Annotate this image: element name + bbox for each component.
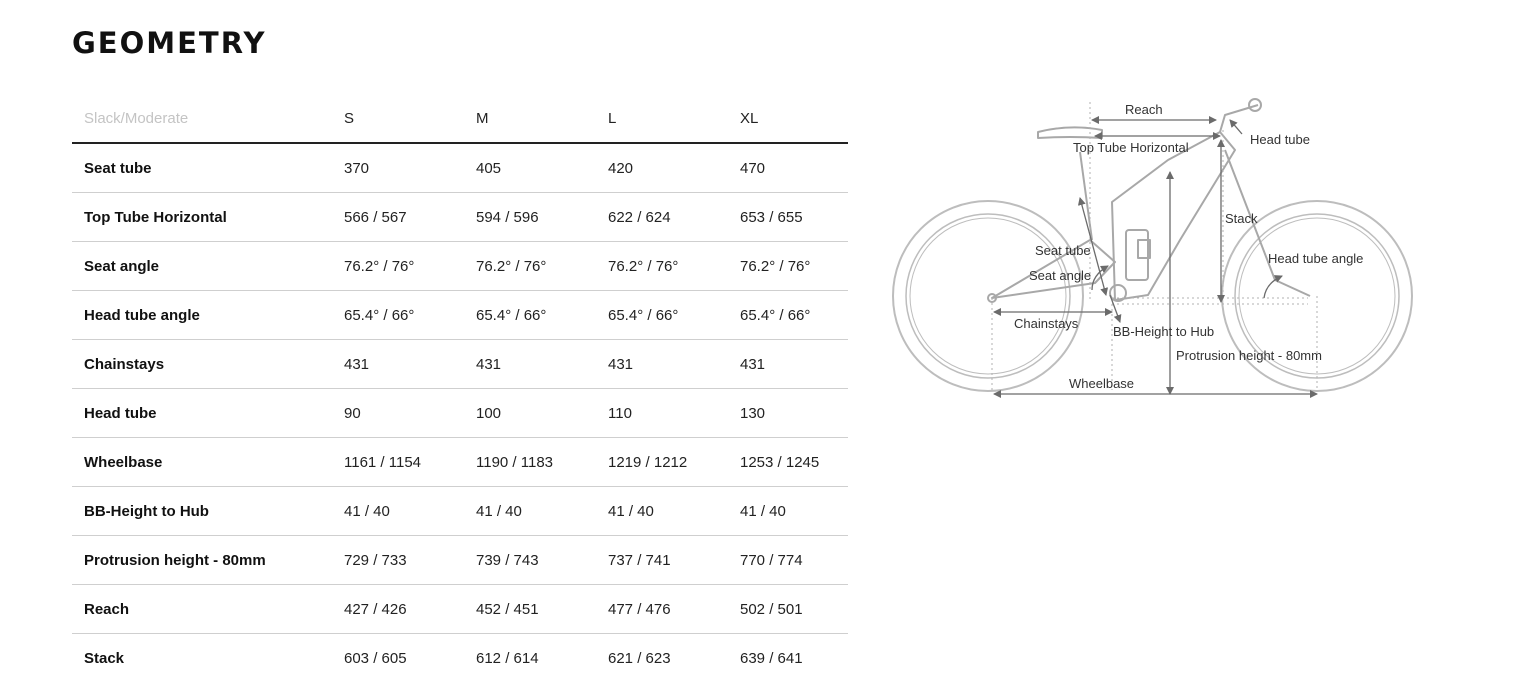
- cell-value: 737 / 741: [608, 536, 740, 585]
- table-row: [72, 438, 848, 487]
- cell-value: 405: [476, 143, 608, 193]
- label-seat-tube: Seat tube: [1035, 243, 1091, 258]
- label-reach: Reach: [1125, 102, 1163, 117]
- row-label: Head tube angle: [72, 291, 344, 340]
- row-label: BB-Height to Hub: [72, 487, 344, 536]
- label-protrusion: Protrusion height - 80mm: [1176, 348, 1322, 363]
- row-label: Top Tube Horizontal: [72, 193, 344, 242]
- row-label: Protrusion height - 80mm: [72, 536, 344, 585]
- cell-value: 41 / 40: [344, 487, 476, 536]
- table-row: [72, 340, 848, 389]
- table-row: [72, 389, 848, 438]
- cell-value: 65.4° / 66°: [344, 291, 476, 340]
- table-row: [72, 634, 848, 683]
- table-row: [72, 242, 848, 291]
- header-size-s: S: [344, 94, 476, 143]
- header-setting: Slack/Moderate: [72, 94, 344, 143]
- cell-value: 76.2° / 76°: [344, 242, 476, 291]
- cell-value: 1253 / 1245: [740, 438, 848, 487]
- row-label: Stack: [84, 649, 125, 667]
- cell-value: 130: [740, 389, 848, 438]
- cell-value: 477 / 476: [608, 585, 740, 634]
- cell-value: 612 / 614: [476, 649, 539, 667]
- row-label: Wheelbase: [72, 438, 344, 487]
- cell-value: 502 / 501: [740, 585, 848, 634]
- label-bb-height: BB-Height to Hub: [1113, 324, 1215, 339]
- cell-value: 594 / 596: [476, 193, 608, 242]
- label-top-tube: Top Tube Horizontal: [1073, 140, 1189, 155]
- geometry-table: [72, 94, 848, 682]
- cell-value: 1219 / 1212: [608, 438, 740, 487]
- header-size-m: M: [476, 94, 608, 143]
- table-row: [72, 487, 848, 536]
- cell-value: 420: [608, 143, 740, 193]
- cell-value: 1161 / 1154: [344, 438, 476, 487]
- label-head-tube-angle: Head tube angle: [1268, 251, 1364, 266]
- cell-value: 90: [344, 389, 476, 438]
- cell-value: 431: [476, 340, 608, 389]
- table-header-row: [72, 94, 848, 143]
- cell-value: 653 / 655: [740, 193, 848, 242]
- label-stack: Stack: [1225, 211, 1258, 226]
- cell-value: 65.4° / 66°: [476, 291, 608, 340]
- cell-value: 65.4° / 66°: [608, 291, 740, 340]
- row-label: Seat angle: [72, 242, 344, 291]
- table-row: [72, 143, 848, 193]
- label-seat-angle: Seat angle: [1029, 268, 1092, 283]
- cell-value: 76.2° / 76°: [740, 242, 848, 291]
- cell-value: 41 / 40: [608, 487, 740, 536]
- cell-value: 1190 / 1183: [476, 438, 608, 487]
- bike-geometry-illustration: [880, 90, 1440, 410]
- cell-value: 639 / 641: [740, 649, 803, 667]
- table-row: [72, 291, 848, 340]
- cell-value: 621 / 623: [608, 649, 671, 667]
- label-wheelbase: Wheelbase: [1069, 376, 1135, 391]
- head-tube-arrow: [1230, 120, 1242, 134]
- cell-value: 566 / 567: [344, 193, 476, 242]
- table-row: [72, 536, 848, 585]
- page-title: GEOMETRY: [72, 26, 267, 60]
- label-head-tube: Head tube: [1250, 132, 1310, 147]
- row-label: Chainstays: [72, 340, 344, 389]
- cell-value: 739 / 743: [476, 536, 608, 585]
- cell-value: 452 / 451: [476, 585, 608, 634]
- header-size-l: L: [608, 94, 740, 143]
- cell-value: 110: [608, 389, 740, 438]
- table-row: [72, 193, 848, 242]
- cell-value: 41 / 40: [476, 487, 608, 536]
- cell-value: 431: [344, 340, 476, 389]
- head-tube-angle-arc: [1264, 276, 1282, 298]
- cell-value: 470: [740, 143, 848, 193]
- header-size-xl: XL: [740, 94, 848, 143]
- geometry-diagram: [880, 90, 1440, 410]
- table-row: [72, 585, 848, 634]
- cell-value: 431: [740, 340, 848, 389]
- cell-value: 76.2° / 76°: [608, 242, 740, 291]
- cell-value: 770 / 774: [740, 536, 848, 585]
- cell-value: 729 / 733: [344, 536, 476, 585]
- row-label: Seat tube: [72, 143, 344, 193]
- row-label: Head tube: [72, 389, 344, 438]
- cell-value: 603 / 605: [344, 649, 407, 667]
- cell-value: 65.4° / 66°: [740, 291, 848, 340]
- cell-value: 41 / 40: [740, 487, 848, 536]
- cell-value: 431: [608, 340, 740, 389]
- cell-value: 622 / 624: [608, 193, 740, 242]
- label-chainstays: Chainstays: [1014, 316, 1079, 331]
- row-label: Reach: [72, 585, 344, 634]
- cell-value: 370: [344, 143, 476, 193]
- cell-value: 100: [476, 389, 608, 438]
- cell-value: 427 / 426: [344, 585, 476, 634]
- cell-value: 76.2° / 76°: [476, 242, 608, 291]
